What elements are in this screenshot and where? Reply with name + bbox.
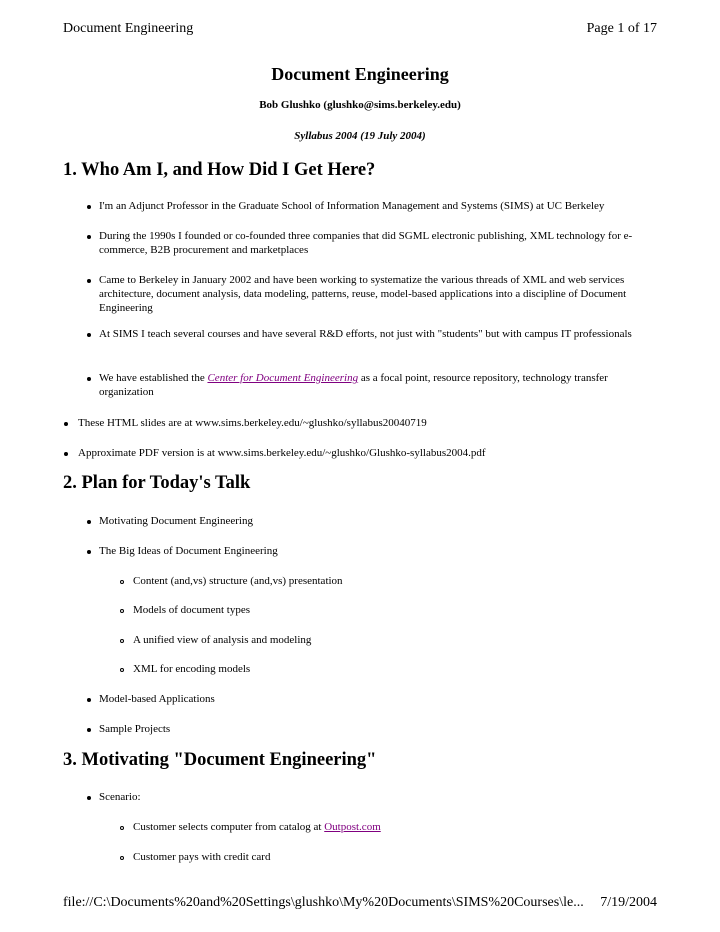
header-title: Document Engineering	[63, 21, 194, 36]
bullet-icon	[87, 235, 91, 239]
list-item: Approximate PDF version is at www.sims.berkeley.edu/~glushko/Glushko-syllabus2004.pdf	[78, 447, 486, 459]
circle-bullet-icon	[120, 826, 124, 830]
circle-bullet-icon	[120, 856, 124, 860]
list-item	[99, 371, 659, 399]
list-item: At SIMS I teach several courses and have several R&D efforts, not just with "students" but with campus IT professionals	[99, 328, 632, 340]
bullet-icon	[87, 333, 91, 337]
page-number: Page 1 of 17	[586, 21, 657, 36]
circle-bullet-icon	[120, 639, 124, 643]
footer-date: 7/19/2004	[600, 895, 657, 910]
list-item: XML for encoding models	[133, 663, 251, 675]
bullet-icon	[64, 452, 68, 456]
list-item: Content (and,vs) structure (and,vs) presentation	[133, 575, 343, 587]
bullet-icon	[64, 422, 68, 426]
list-item: I'm an Adjunct Professor in the Graduate School of Information Management and Systems (SIMS) at UC Berkeley	[99, 200, 605, 212]
list-item: Models of document types	[133, 604, 251, 616]
outpost-link[interactable]: Outpost.com	[324, 821, 381, 833]
circle-bullet-icon	[120, 580, 124, 584]
list-item: Model-based Applications	[99, 693, 215, 705]
list-item: Motivating Document Engineering	[99, 515, 253, 527]
list-item: Came to Berkeley in January 2002 and have been working to systematize the various threads of XML and web services architecture, document analysis, data modeling, patterns, reuse, model-based applications into a discipline of Document Engineering	[99, 274, 627, 314]
bullet-icon	[87, 728, 91, 732]
list-item-text: Customer selects computer from catalog at	[133, 821, 325, 833]
list-item: Scenario:	[99, 791, 141, 803]
section-heading-1: 1. Who Am I, and How Did I Get Here?	[63, 160, 376, 180]
bullet-icon	[87, 796, 91, 800]
syllabus-date: Syllabus 2004 (19 July 2004)	[294, 130, 426, 142]
list-item	[133, 820, 653, 834]
author-line: Bob Glushko (glushko@sims.berkeley.edu)	[259, 99, 461, 111]
list-item-text: as a focal point, resource repository, technology transfer organization	[99, 372, 608, 398]
bullet-icon	[87, 520, 91, 524]
bullet-icon	[87, 550, 91, 554]
circle-bullet-icon	[120, 668, 124, 672]
list-item-text: We have established the	[99, 372, 208, 384]
list-item: These HTML slides are at www.sims.berkeley.edu/~glushko/syllabus20040719	[78, 417, 427, 429]
bullet-icon	[87, 698, 91, 702]
document-title: Document Engineering	[271, 64, 449, 84]
center-link[interactable]: Center for Document Engineering	[207, 372, 359, 384]
section-heading-2: 2. Plan for Today's Talk	[63, 473, 251, 493]
circle-bullet-icon	[120, 609, 124, 613]
list-item: The Big Ideas of Document Engineering	[99, 545, 278, 557]
list-item: A unified view of analysis and modeling	[133, 634, 312, 646]
list-item: During the 1990s I founded or co-founded three companies that did SGML electronic publishing, XML technology for e-commerce, B2B procurement and marketplaces	[99, 230, 633, 256]
list-item: Customer pays with credit card	[133, 851, 271, 863]
footer-file-path: file://C:\Documents%20and%20Settings\glushko\My%20Documents\SIMS%20Courses\le...	[63, 895, 584, 910]
list-item: Sample Projects	[99, 723, 171, 735]
bullet-icon	[87, 279, 91, 283]
section-heading-3: 3. Motivating "Document Engineering"	[63, 750, 377, 770]
bullet-icon	[87, 377, 91, 381]
bullet-icon	[87, 205, 91, 209]
